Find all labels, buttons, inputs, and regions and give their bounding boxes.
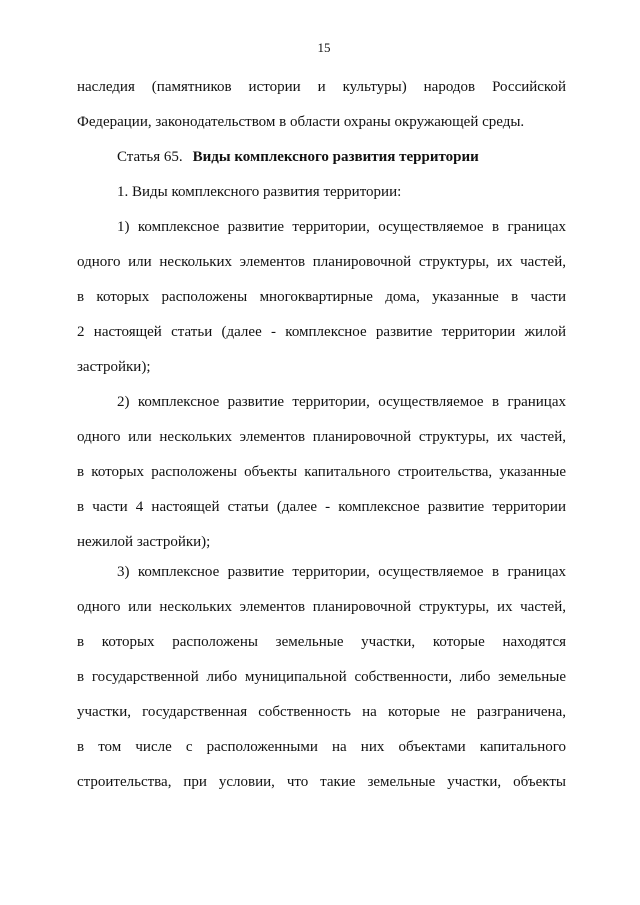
text-line: 2) комплексное развитие территории, осуществляемое в границах: [117, 394, 566, 410]
text-line: одного или нескольких элементов планировочной структуры, их частей,: [77, 254, 566, 270]
text-line: в том числе с расположенными на них объектами капитального: [77, 739, 566, 755]
text-line: строительства, при условии, что такие земельные участки, объекты: [77, 774, 566, 790]
text-line: в которых расположены многоквартирные дома, указанные в части: [77, 289, 566, 305]
page-number: 15: [317, 40, 331, 55]
text-line: Федерации, законодательством в области охраны окружающей среды.: [77, 114, 525, 130]
text-line: в которых расположены объекты капитального строительства, указанные: [77, 464, 566, 480]
article-title: Виды комплексного развития территории: [192, 149, 479, 165]
text-line: наследия (памятников истории и культуры) народов Российской: [77, 79, 566, 95]
text-line: одного или нескольких элементов планировочной структуры, их частей,: [77, 429, 566, 445]
text-line: в части 4 настоящей статьи (далее - комплексное развитие территории: [77, 499, 566, 515]
text-line: 1. Виды комплексного развития территории:: [117, 184, 402, 200]
text-line: нежилой застройки);: [77, 534, 211, 550]
text-line: 1) комплексное развитие территории, осуществляемое в границах: [117, 219, 566, 235]
article-heading: [77, 140, 566, 175]
text-line: в которых расположены земельные участки, которые находятся: [77, 634, 566, 650]
article-label: Статья 65.: [117, 149, 183, 165]
text-line: 3) комплексное развитие территории, осуществляемое в границах: [117, 564, 566, 580]
text-line: участки, государственная собственность на которые не разграничена,: [77, 704, 566, 720]
text-line: одного или нескольких элементов планировочной структуры, их частей,: [77, 599, 566, 615]
text-line: застройки);: [77, 359, 151, 375]
text-line: 2 настоящей статьи (далее - комплексное развитие территории жилой: [77, 324, 566, 340]
body-text-top: [77, 70, 566, 560]
body-text-bottom: [77, 555, 566, 800]
text-line: в государственной либо муниципальной собственности, либо земельные: [77, 669, 566, 685]
